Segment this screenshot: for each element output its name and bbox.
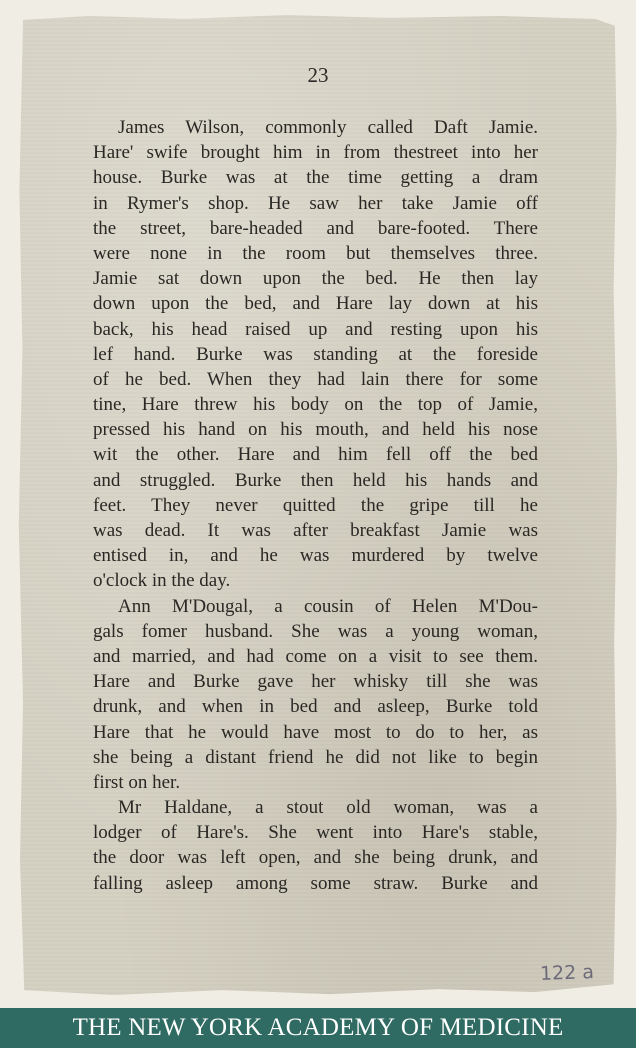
archive-number: 122 a	[539, 961, 595, 985]
text-line: Mr Haldane, a stout old woman, was a	[118, 797, 538, 819]
text-line: down upon the bed, and Hare lay down at his	[93, 293, 538, 315]
text-line: wit the other. Hare and him fell off the bed	[93, 444, 538, 466]
text-line: first on her.	[93, 771, 181, 793]
text-line: Ann M'Dougal, a cousin of Helen M'Dou-	[118, 595, 538, 617]
text-line: entised in, and he was murdered by twelve	[93, 545, 538, 567]
text-line: of he bed. When they had lain there for some	[93, 368, 538, 390]
text-line: tine, Hare threw his body on the top of Jamie,	[93, 394, 538, 416]
footer-bar	[0, 1008, 636, 1048]
text-line: the street, bare-headed and bare-footed. There	[93, 217, 538, 239]
body-text	[93, 115, 538, 896]
text-line: in Rymer's shop. He saw her take Jamie off	[93, 192, 538, 214]
paragraph-ann-mdougal	[93, 594, 538, 796]
text-line: drunk, and when in bed and asleep, Burke told	[93, 696, 538, 718]
paragraph-daft-jamie	[93, 115, 538, 594]
text-line: Jamie sat down upon the bed. He then lay	[93, 268, 538, 290]
text-line: lef hand. Burke was standing at the foreside	[93, 343, 538, 365]
text-line: feet. They never quitted the gripe till he	[93, 494, 538, 516]
paragraph-mr-haldane	[93, 795, 538, 896]
text-line: falling asleep among some straw. Burke and	[93, 872, 538, 894]
text-line: was dead. It was after breakfast Jamie was	[93, 520, 538, 541]
text-line: Hare that he would have most to do to her, as	[93, 721, 538, 743]
text-line: gals fomer husband. She was a young woman,	[93, 620, 538, 642]
text-line: were none in the room but themselves three.	[93, 242, 538, 264]
text-line: Hare and Burke gave her whisky till she was	[93, 671, 538, 693]
institution-name: THE NEW YORK ACADEMY OF MEDICINE	[72, 1014, 564, 1041]
text-line: the door was left open, and she being drunk, and	[93, 847, 538, 869]
text-line: she being a distant friend he did not like to begin	[93, 746, 538, 768]
text-line: o'clock in the day.	[93, 570, 231, 592]
text-line: Hare' swife brought him in from thestreet into her	[93, 142, 538, 164]
text-line: lodger of Hare's. She went into Hare's stable,	[93, 822, 538, 844]
text-line: pressed his hand on his mouth, and held his nose	[93, 419, 538, 441]
text-line: James Wilson, commonly called Daft Jamie.	[118, 117, 538, 138]
text-line: and married, and had come on a visit to see them.	[93, 645, 538, 667]
text-line: house. Burke was at the time getting a dram	[93, 167, 538, 189]
text-line: and struggled. Burke then held his hands and	[93, 469, 538, 491]
page-number: 23	[307, 63, 329, 87]
text-line: back, his head raised up and resting upon his	[93, 318, 538, 340]
